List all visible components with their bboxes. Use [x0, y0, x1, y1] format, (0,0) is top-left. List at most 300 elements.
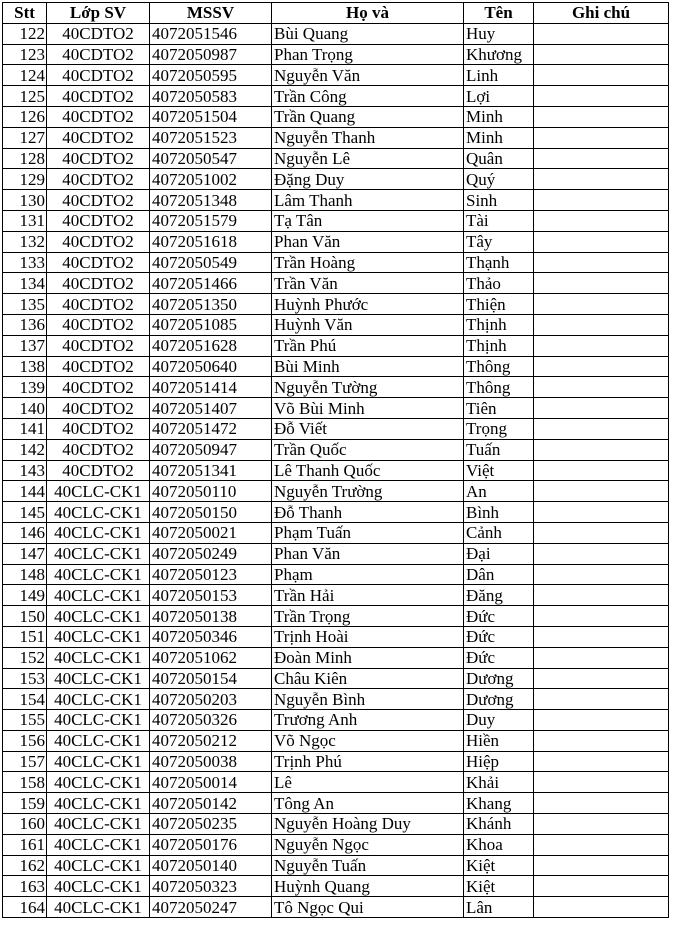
table-row: [3, 65, 669, 86]
row-given-name: Hiệp: [464, 751, 534, 772]
row-given-name: Duy: [464, 710, 534, 731]
row-surname: Bùi Minh: [272, 356, 464, 377]
row-surname: Nguyễn Ngọc: [272, 834, 464, 855]
row-given-name: Minh: [464, 106, 534, 127]
row-mssv: 4072051628: [150, 335, 272, 356]
row-class: 40CLC-CK1: [47, 543, 150, 564]
row-stt: 145: [3, 502, 47, 523]
row-class: 40CLC-CK1: [47, 751, 150, 772]
row-given-name: Sinh: [464, 190, 534, 211]
header-note: Ghi chú: [534, 3, 669, 24]
row-mssv: 4072050203: [150, 689, 272, 710]
row-class: 40CLC-CK1: [47, 564, 150, 585]
row-surname: Huỳnh Quang: [272, 876, 464, 897]
row-stt: 137: [3, 335, 47, 356]
row-given-name: An: [464, 481, 534, 502]
row-class: 40CLC-CK1: [47, 626, 150, 647]
table-row: [3, 876, 669, 897]
row-mssv: 4072051523: [150, 127, 272, 148]
row-mssv: 4072050176: [150, 834, 272, 855]
row-mssv: 4072050153: [150, 585, 272, 606]
row-given-name: Khang: [464, 793, 534, 814]
row-mssv: 4072050014: [150, 772, 272, 793]
header-given-name: Tên: [464, 3, 534, 24]
row-note: [534, 23, 669, 44]
row-surname: Nguyễn Tường: [272, 377, 464, 398]
table-row: [3, 647, 669, 668]
row-given-name: Bình: [464, 502, 534, 523]
row-given-name: Đức: [464, 606, 534, 627]
row-note: [534, 814, 669, 835]
row-surname: Lê: [272, 772, 464, 793]
table-row: [3, 169, 669, 190]
row-given-name: Thảo: [464, 273, 534, 294]
table-row: [3, 377, 669, 398]
row-note: [534, 273, 669, 294]
row-surname: Võ Bùi Minh: [272, 398, 464, 419]
table-row: [3, 793, 669, 814]
row-given-name: Kiệt: [464, 876, 534, 897]
row-mssv: 4072051085: [150, 314, 272, 335]
row-given-name: Tây: [464, 231, 534, 252]
row-note: [534, 356, 669, 377]
row-class: 40CDTO2: [47, 169, 150, 190]
row-class: 40CDTO2: [47, 210, 150, 231]
row-mssv: 4072050346: [150, 626, 272, 647]
row-stt: 144: [3, 481, 47, 502]
row-given-name: Đăng: [464, 585, 534, 606]
row-note: [534, 522, 669, 543]
row-note: [534, 855, 669, 876]
row-note: [534, 314, 669, 335]
row-stt: 149: [3, 585, 47, 606]
row-stt: 151: [3, 626, 47, 647]
row-mssv: 4072050595: [150, 65, 272, 86]
row-class: 40CLC-CK1: [47, 710, 150, 731]
row-stt: 146: [3, 522, 47, 543]
student-table: [2, 2, 669, 918]
table-row: [3, 481, 669, 502]
table-row: [3, 273, 669, 294]
row-mssv: 4072050987: [150, 44, 272, 65]
row-class: 40CDTO2: [47, 314, 150, 335]
row-stt: 136: [3, 314, 47, 335]
row-note: [534, 169, 669, 190]
row-note: [534, 606, 669, 627]
row-surname: Trần Trọng: [272, 606, 464, 627]
table-row: [3, 314, 669, 335]
row-stt: 164: [3, 897, 47, 918]
row-stt: 126: [3, 106, 47, 127]
row-class: 40CLC-CK1: [47, 585, 150, 606]
row-note: [534, 481, 669, 502]
row-note: [534, 106, 669, 127]
row-class: 40CLC-CK1: [47, 522, 150, 543]
row-note: [534, 647, 669, 668]
table-row: [3, 606, 669, 627]
row-note: [534, 460, 669, 481]
table-row: [3, 210, 669, 231]
row-mssv: 4072051546: [150, 23, 272, 44]
row-mssv: 4072050235: [150, 814, 272, 835]
row-stt: 162: [3, 855, 47, 876]
header-class: Lớp SV: [47, 3, 150, 24]
row-given-name: Đại: [464, 543, 534, 564]
row-class: 40CLC-CK1: [47, 689, 150, 710]
row-note: [534, 231, 669, 252]
table-row: [3, 710, 669, 731]
header-mssv: MSSV: [150, 3, 272, 24]
row-note: [534, 294, 669, 315]
row-given-name: Linh: [464, 65, 534, 86]
row-given-name: Dương: [464, 689, 534, 710]
table-row: [3, 86, 669, 107]
row-note: [534, 793, 669, 814]
row-mssv: 4072050247: [150, 897, 272, 918]
row-surname: Châu Kiên: [272, 668, 464, 689]
row-given-name: Tuấn: [464, 439, 534, 460]
row-class: 40CDTO2: [47, 148, 150, 169]
row-note: [534, 127, 669, 148]
row-class: 40CDTO2: [47, 86, 150, 107]
row-given-name: Huy: [464, 23, 534, 44]
row-given-name: Đức: [464, 626, 534, 647]
table-row: [3, 148, 669, 169]
row-given-name: Thịnh: [464, 335, 534, 356]
row-note: [534, 190, 669, 211]
row-mssv: 4072050947: [150, 439, 272, 460]
row-stt: 163: [3, 876, 47, 897]
row-surname: Đoàn Minh: [272, 647, 464, 668]
row-stt: 150: [3, 606, 47, 627]
row-stt: 123: [3, 44, 47, 65]
row-surname: Tạ Tân: [272, 210, 464, 231]
row-stt: 142: [3, 439, 47, 460]
table-row: [3, 398, 669, 419]
row-note: [534, 876, 669, 897]
row-mssv: 4072051579: [150, 210, 272, 231]
row-class: 40CLC-CK1: [47, 668, 150, 689]
row-given-name: Dân: [464, 564, 534, 585]
row-mssv: 4072050110: [150, 481, 272, 502]
row-note: [534, 730, 669, 751]
row-class: 40CDTO2: [47, 273, 150, 294]
row-stt: 124: [3, 65, 47, 86]
row-note: [534, 564, 669, 585]
row-stt: 155: [3, 710, 47, 731]
table-row: [3, 190, 669, 211]
row-surname: Nguyễn Trường: [272, 481, 464, 502]
row-given-name: Thiện: [464, 294, 534, 315]
row-class: 40CDTO2: [47, 294, 150, 315]
row-class: 40CLC-CK1: [47, 897, 150, 918]
row-surname: Trần Công: [272, 86, 464, 107]
row-surname: Trần Quốc: [272, 439, 464, 460]
row-given-name: Khương: [464, 44, 534, 65]
row-mssv: 4072050150: [150, 502, 272, 523]
row-given-name: Cảnh: [464, 522, 534, 543]
row-note: [534, 335, 669, 356]
row-mssv: 4072050140: [150, 855, 272, 876]
row-surname: Nguyễn Bình: [272, 689, 464, 710]
row-class: 40CLC-CK1: [47, 647, 150, 668]
row-mssv: 4072051341: [150, 460, 272, 481]
row-class: 40CDTO2: [47, 377, 150, 398]
row-given-name: Kiệt: [464, 855, 534, 876]
row-class: 40CLC-CK1: [47, 772, 150, 793]
row-mssv: 4072050038: [150, 751, 272, 772]
row-note: [534, 585, 669, 606]
table-row: [3, 439, 669, 460]
row-given-name: Thông: [464, 377, 534, 398]
row-given-name: Khải: [464, 772, 534, 793]
row-note: [534, 148, 669, 169]
row-stt: 154: [3, 689, 47, 710]
row-note: [534, 418, 669, 439]
row-surname: Bùi Quang: [272, 23, 464, 44]
table-row: [3, 814, 669, 835]
row-class: 40CLC-CK1: [47, 606, 150, 627]
row-given-name: Tài: [464, 210, 534, 231]
table-row: [3, 418, 669, 439]
row-class: 40CDTO2: [47, 418, 150, 439]
table-row: [3, 689, 669, 710]
row-mssv: 4072051407: [150, 398, 272, 419]
row-given-name: Hiền: [464, 730, 534, 751]
row-note: [534, 65, 669, 86]
table-row: [3, 335, 669, 356]
row-given-name: Thịnh: [464, 314, 534, 335]
row-mssv: 4072050021: [150, 522, 272, 543]
row-surname: Huỳnh Văn: [272, 314, 464, 335]
row-note: [534, 897, 669, 918]
table-row: [3, 730, 669, 751]
table-row: [3, 356, 669, 377]
row-given-name: Tiên: [464, 398, 534, 419]
row-stt: 134: [3, 273, 47, 294]
table-row: [3, 44, 669, 65]
row-class: 40CDTO2: [47, 439, 150, 460]
row-note: [534, 252, 669, 273]
row-mssv: 4072050326: [150, 710, 272, 731]
row-stt: 140: [3, 398, 47, 419]
row-mssv: 4072051472: [150, 418, 272, 439]
row-surname: Trịnh Hoài: [272, 626, 464, 647]
row-class: 40CLC-CK1: [47, 834, 150, 855]
row-stt: 128: [3, 148, 47, 169]
row-mssv: 4072050640: [150, 356, 272, 377]
table-row: [3, 834, 669, 855]
row-stt: 157: [3, 751, 47, 772]
row-note: [534, 377, 669, 398]
row-class: 40CLC-CK1: [47, 814, 150, 835]
row-stt: 127: [3, 127, 47, 148]
table-row: [3, 543, 669, 564]
row-note: [534, 834, 669, 855]
row-surname: Đặng Duy: [272, 169, 464, 190]
row-surname: Trần Hoàng: [272, 252, 464, 273]
table-row: [3, 626, 669, 647]
row-stt: 122: [3, 23, 47, 44]
row-mssv: 4072050212: [150, 730, 272, 751]
row-mssv: 4072051348: [150, 190, 272, 211]
table-row: [3, 252, 669, 273]
row-class: 40CDTO2: [47, 460, 150, 481]
row-given-name: Minh: [464, 127, 534, 148]
row-mssv: 4072050154: [150, 668, 272, 689]
row-surname: Trương Anh: [272, 710, 464, 731]
table-row: [3, 564, 669, 585]
row-stt: 158: [3, 772, 47, 793]
row-stt: 147: [3, 543, 47, 564]
row-stt: 153: [3, 668, 47, 689]
row-mssv: 4072050138: [150, 606, 272, 627]
row-mssv: 4072051504: [150, 106, 272, 127]
row-stt: 131: [3, 210, 47, 231]
row-given-name: Dương: [464, 668, 534, 689]
row-mssv: 4072050123: [150, 564, 272, 585]
row-surname: Trịnh Phú: [272, 751, 464, 772]
row-surname: Trần Hải: [272, 585, 464, 606]
row-stt: 139: [3, 377, 47, 398]
row-given-name: Lân: [464, 897, 534, 918]
header-stt: Stt: [3, 3, 47, 24]
row-note: [534, 710, 669, 731]
row-stt: 143: [3, 460, 47, 481]
header-surname: Họ và: [272, 3, 464, 24]
row-given-name: Lợi: [464, 86, 534, 107]
row-class: 40CDTO2: [47, 23, 150, 44]
row-surname: Phan Trọng: [272, 44, 464, 65]
row-given-name: Quân: [464, 148, 534, 169]
row-surname: Huỳnh Phước: [272, 294, 464, 315]
table-row: [3, 127, 669, 148]
row-surname: Phạm Tuấn: [272, 522, 464, 543]
row-stt: 130: [3, 190, 47, 211]
row-surname: Nguyễn Lê: [272, 148, 464, 169]
row-surname: Phan Văn: [272, 231, 464, 252]
row-class: 40CLC-CK1: [47, 502, 150, 523]
row-given-name: Khánh: [464, 814, 534, 835]
row-class: 40CDTO2: [47, 335, 150, 356]
row-mssv: 4072051002: [150, 169, 272, 190]
row-surname: Võ Ngọc: [272, 730, 464, 751]
row-note: [534, 543, 669, 564]
row-note: [534, 668, 669, 689]
row-stt: 160: [3, 814, 47, 835]
row-class: 40CDTO2: [47, 398, 150, 419]
row-surname: Trần Văn: [272, 273, 464, 294]
row-stt: 132: [3, 231, 47, 252]
row-class: 40CDTO2: [47, 356, 150, 377]
row-mssv: 4072050323: [150, 876, 272, 897]
row-note: [534, 689, 669, 710]
table-row: [3, 231, 669, 252]
row-stt: 135: [3, 294, 47, 315]
row-stt: 141: [3, 418, 47, 439]
row-given-name: Thông: [464, 356, 534, 377]
row-mssv: 4072051350: [150, 294, 272, 315]
row-stt: 161: [3, 834, 47, 855]
row-class: 40CLC-CK1: [47, 793, 150, 814]
table-row: [3, 855, 669, 876]
row-stt: 159: [3, 793, 47, 814]
table-row: [3, 772, 669, 793]
table-row: [3, 460, 669, 481]
row-stt: 133: [3, 252, 47, 273]
row-class: 40CDTO2: [47, 252, 150, 273]
row-surname: Tông An: [272, 793, 464, 814]
row-surname: Nguyễn Hoàng Duy: [272, 814, 464, 835]
row-mssv: 4072050142: [150, 793, 272, 814]
row-stt: 125: [3, 86, 47, 107]
row-class: 40CLC-CK1: [47, 855, 150, 876]
table-body: [3, 23, 669, 917]
row-class: 40CDTO2: [47, 127, 150, 148]
table-row: [3, 502, 669, 523]
row-given-name: Việt: [464, 460, 534, 481]
row-note: [534, 439, 669, 460]
row-note: [534, 44, 669, 65]
row-class: 40CDTO2: [47, 190, 150, 211]
row-stt: 156: [3, 730, 47, 751]
row-given-name: Đức: [464, 647, 534, 668]
table-row: [3, 23, 669, 44]
row-mssv: 4072050249: [150, 543, 272, 564]
row-stt: 138: [3, 356, 47, 377]
row-mssv: 4072050547: [150, 148, 272, 169]
row-surname: Phan Văn: [272, 543, 464, 564]
table-row: [3, 897, 669, 918]
row-surname: Trần Phú: [272, 335, 464, 356]
row-note: [534, 626, 669, 647]
row-note: [534, 398, 669, 419]
row-surname: Nguyễn Tuấn: [272, 855, 464, 876]
row-note: [534, 86, 669, 107]
row-surname: Lâm Thanh: [272, 190, 464, 211]
row-stt: 129: [3, 169, 47, 190]
row-mssv: 4072051414: [150, 377, 272, 398]
row-mssv: 4072051618: [150, 231, 272, 252]
row-note: [534, 772, 669, 793]
row-surname: Lê Thanh Quốc: [272, 460, 464, 481]
row-surname: Đỗ Viết: [272, 418, 464, 439]
row-surname: Đỗ Thanh: [272, 502, 464, 523]
row-surname: Nguyễn Thanh: [272, 127, 464, 148]
row-mssv: 4072050549: [150, 252, 272, 273]
row-class: 40CLC-CK1: [47, 481, 150, 502]
row-class: 40CLC-CK1: [47, 876, 150, 897]
row-class: 40CDTO2: [47, 231, 150, 252]
row-surname: Trần Quang: [272, 106, 464, 127]
table-row: [3, 522, 669, 543]
table-row: [3, 585, 669, 606]
row-mssv: 4072051466: [150, 273, 272, 294]
table-row: [3, 294, 669, 315]
table-row: [3, 751, 669, 772]
row-note: [534, 502, 669, 523]
row-given-name: Quý: [464, 169, 534, 190]
row-mssv: 4072051062: [150, 647, 272, 668]
row-stt: 148: [3, 564, 47, 585]
row-class: 40CLC-CK1: [47, 730, 150, 751]
table-row: [3, 106, 669, 127]
row-stt: 152: [3, 647, 47, 668]
table-row: [3, 668, 669, 689]
row-mssv: 4072050583: [150, 86, 272, 107]
row-given-name: Khoa: [464, 834, 534, 855]
row-class: 40CDTO2: [47, 106, 150, 127]
